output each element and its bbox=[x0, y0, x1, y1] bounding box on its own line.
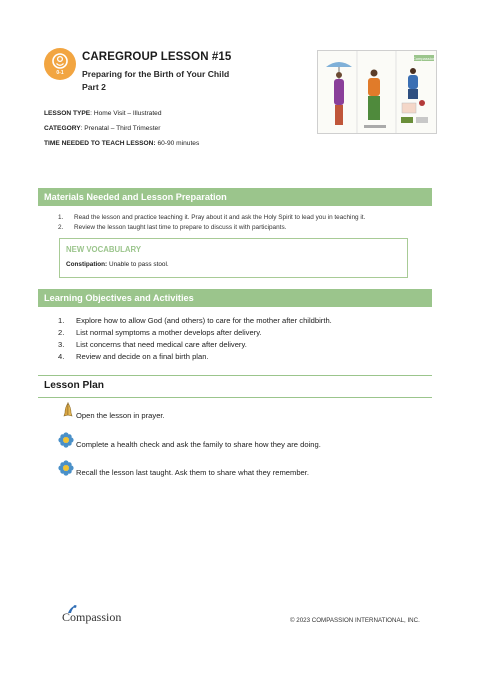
list-item-number: 1. bbox=[58, 214, 64, 221]
list-item-number: 2. bbox=[58, 328, 65, 337]
list-item-number: 4. bbox=[58, 352, 65, 361]
lesson-subtitle bbox=[82, 68, 229, 94]
lesson-time-value: 60-90 minutes bbox=[157, 140, 200, 147]
vocabulary-definition: Unable to pass stool. bbox=[107, 261, 169, 268]
vocabulary-heading: NEW VOCABULARY bbox=[66, 245, 142, 254]
materials-heading: Materials Needed and Lesson Preparation bbox=[38, 188, 432, 206]
flower-icon bbox=[58, 432, 74, 448]
lesson-step: Open the lesson in prayer. bbox=[76, 411, 165, 420]
vocabulary-box bbox=[59, 238, 408, 278]
copyright: © 2023 COMPASSION INTERNATIONAL, INC. bbox=[290, 617, 420, 624]
lesson-title: CAREGROUP LESSON #15 bbox=[82, 51, 232, 63]
list-item-text: List concerns that need medical care after delivery. bbox=[76, 340, 247, 349]
list-item-text: Explore how to allow God (and others) to care for the mother after childbirth. bbox=[76, 316, 332, 325]
divider bbox=[38, 397, 432, 398]
lesson-step: Recall the lesson last taught. Ask them to share what they remember. bbox=[76, 468, 309, 477]
list-item-number: 1. bbox=[58, 316, 65, 325]
vocabulary-term: Constipation: bbox=[66, 261, 108, 268]
lesson-category-label: CATEGORY bbox=[44, 125, 81, 132]
lesson-type bbox=[44, 110, 162, 117]
thumbnail-brand: Compassion bbox=[412, 56, 436, 61]
lesson-illustration-thumbnail bbox=[317, 50, 437, 134]
list-item-text: Review and decide on a final birth plan. bbox=[76, 352, 209, 361]
list-item-text: Review the lesson taught last time to prepare to discuss it with participants. bbox=[74, 224, 287, 231]
list-item-text: Read the lesson and practice teaching it. Pray about it and ask the Holy Spirit to lead you in teaching it. bbox=[74, 214, 366, 221]
lesson-step: Complete a health check and ask the family to share how they are doing. bbox=[76, 440, 321, 449]
flower-icon bbox=[58, 460, 74, 476]
lesson-category-value: : Prenatal – Third Trimester bbox=[80, 125, 161, 132]
lesson-type-value: : Home Visit – Illustrated bbox=[90, 110, 162, 117]
lesson-time bbox=[44, 140, 199, 147]
divider bbox=[38, 375, 432, 376]
praying-hands-icon bbox=[60, 402, 76, 418]
lesson-category bbox=[44, 125, 160, 132]
compassion-logo: Compassion bbox=[62, 610, 122, 624]
lesson-type-label: LESSON TYPE bbox=[44, 110, 91, 117]
lesson-time-label: TIME NEEDED TO TEACH LESSON: bbox=[44, 140, 156, 147]
list-item-number: 2. bbox=[58, 224, 64, 231]
lesson-badge bbox=[44, 48, 76, 80]
objectives-heading: Learning Objectives and Activities bbox=[38, 289, 432, 307]
subtitle-line-2: Part 2 bbox=[82, 82, 106, 92]
badge-label: 0-1 bbox=[56, 70, 64, 76]
list-item-text: List normal symptoms a mother develops after delivery. bbox=[76, 328, 262, 337]
illustration bbox=[318, 51, 436, 133]
list-item-number: 3. bbox=[58, 340, 65, 349]
subtitle-line-1: Preparing for the Birth of Your Child bbox=[82, 69, 230, 79]
lesson-plan-heading: Lesson Plan bbox=[44, 380, 105, 391]
vocabulary-entry bbox=[66, 261, 169, 268]
